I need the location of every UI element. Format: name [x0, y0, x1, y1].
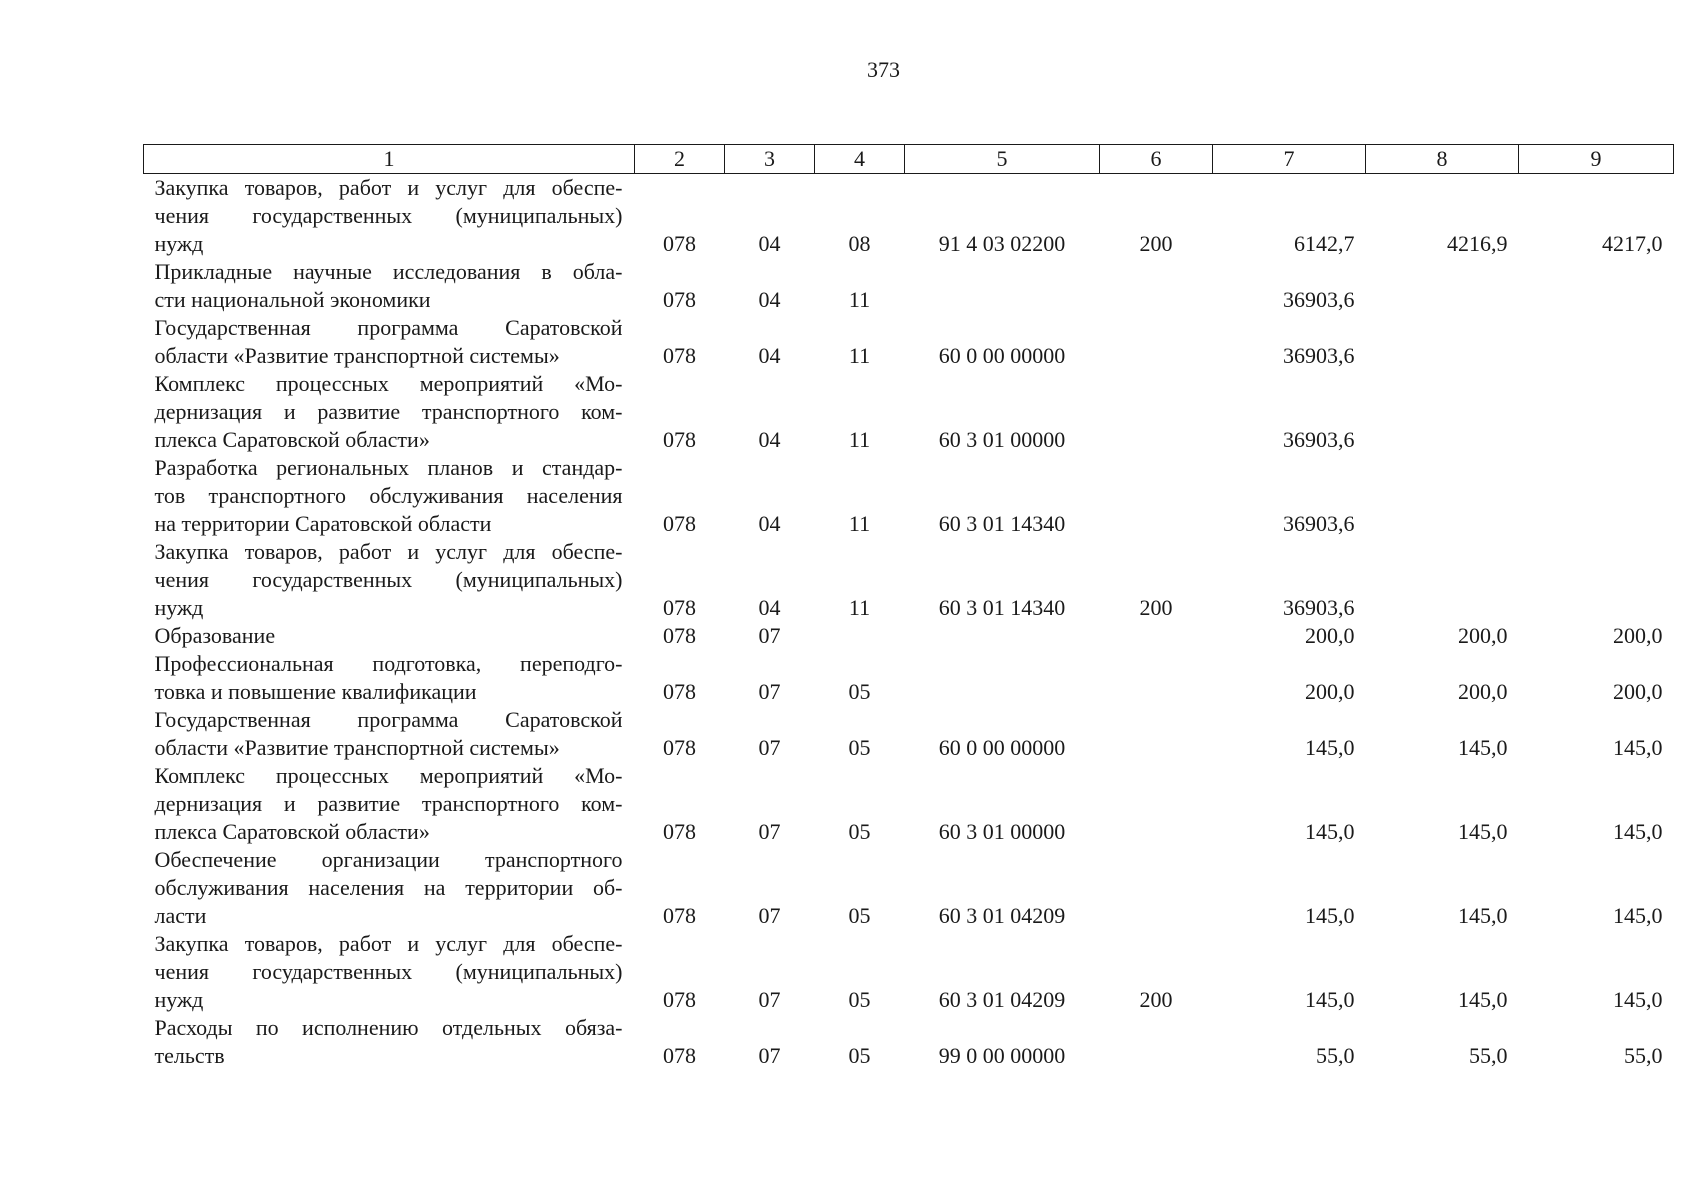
table-row [144, 846, 1674, 930]
row-name-line: Обеспечение организации транспортного [154, 847, 623, 872]
header-col-9: 9 [1519, 145, 1674, 174]
table-row [144, 370, 1674, 454]
row-amount-col8: 4216,9 [1447, 231, 1508, 256]
row-target-article: 60 3 01 00000 [938, 819, 1066, 844]
table-row [144, 930, 1674, 1014]
header-col-8: 8 [1366, 145, 1519, 174]
row-name [144, 650, 635, 706]
row-section-code: 07 [758, 819, 781, 844]
row-target-article: 60 3 01 14340 [938, 595, 1066, 620]
row-ministry-code: 078 [663, 595, 696, 620]
row-amount-col8 [1366, 314, 1519, 370]
row-amount-col9 [1519, 370, 1674, 454]
row-amount-col7: 200,0 [1305, 623, 1355, 648]
row-expense-type [1100, 370, 1213, 454]
row-name [144, 762, 635, 846]
header-col-2: 2 [635, 145, 725, 174]
row-ministry-code: 078 [663, 1043, 696, 1068]
row-name-line: Расходы по исполнению отдельных обяза- [154, 1015, 623, 1040]
row-ministry-code: 078 [663, 735, 696, 760]
row-subsection-code [815, 622, 905, 650]
row-name [144, 314, 635, 370]
header-row [144, 145, 1674, 174]
row-ministry-code: 078 [663, 427, 696, 452]
row-name-line: Образование [154, 623, 276, 648]
row-name-line: Государственная программа Саратовской [154, 707, 623, 732]
row-target-article: 60 3 01 04209 [938, 903, 1066, 928]
row-name-line: Закупка товаров, работ и услуг для обеспе- [154, 931, 623, 956]
row-amount-col7: 145,0 [1305, 819, 1355, 844]
row-amount-col8 [1366, 258, 1519, 314]
row-subsection-code: 05 [848, 1043, 871, 1068]
row-name-line: Комплекс процессных мероприятий «Мо- [154, 371, 623, 396]
row-ministry-code: 078 [663, 343, 696, 368]
header-col-6: 6 [1100, 145, 1213, 174]
row-name-line: тов транспортного обслуживания населения [154, 483, 623, 508]
row-name [144, 706, 635, 762]
row-name-line: дернизация и развитие транспортного ком- [154, 399, 623, 424]
row-amount-col8 [1366, 454, 1519, 538]
row-amount-col7: 36903,6 [1283, 343, 1355, 368]
row-name-line: плекса Саратовской области» [154, 819, 430, 844]
row-subsection-code: 11 [848, 427, 871, 452]
row-ministry-code: 078 [663, 287, 696, 312]
row-section-code: 07 [758, 735, 781, 760]
row-target-article: 60 3 01 00000 [938, 427, 1066, 452]
row-name-line: дернизация и развитие транспортного ком- [154, 791, 623, 816]
table-row [144, 258, 1674, 314]
row-name-line: чения государственных (муниципальных) [154, 567, 623, 592]
row-target-article: 60 0 00 00000 [938, 735, 1066, 760]
header-col-4: 4 [815, 145, 905, 174]
row-amount-col9: 145,0 [1613, 819, 1663, 844]
row-name-line: нужд [154, 231, 204, 256]
row-name [144, 846, 635, 930]
row-ministry-code: 078 [663, 903, 696, 928]
row-section-code: 04 [758, 287, 781, 312]
row-amount-col7: 6142,7 [1294, 231, 1355, 256]
row-expense-type [1100, 622, 1213, 650]
row-name-line: Разработка региональных планов и стандар- [154, 455, 623, 480]
row-target-article [905, 258, 1100, 314]
header-col-1: 1 [144, 145, 635, 174]
row-target-article [905, 650, 1100, 706]
row-amount-col7: 145,0 [1305, 903, 1355, 928]
row-name-line: тельств [154, 1043, 225, 1068]
row-name-line: Закупка товаров, работ и услуг для обеспе- [154, 175, 623, 200]
row-amount-col7: 36903,6 [1283, 287, 1355, 312]
table-row [144, 650, 1674, 706]
row-amount-col7: 55,0 [1316, 1043, 1355, 1068]
row-section-code: 07 [758, 987, 781, 1012]
row-subsection-code: 11 [848, 287, 871, 312]
table-row [144, 538, 1674, 622]
row-name [144, 174, 635, 259]
table-row [144, 1014, 1674, 1070]
row-amount-col8: 145,0 [1458, 987, 1508, 1012]
row-section-code: 04 [758, 595, 781, 620]
row-target-article: 60 3 01 14340 [938, 511, 1066, 536]
row-name-line: сти национальной экономики [154, 287, 431, 312]
table-row [144, 622, 1674, 650]
row-name-line: обслуживания населения на территории об- [154, 875, 623, 900]
row-ministry-code: 078 [663, 511, 696, 536]
row-amount-col9: 55,0 [1624, 1043, 1663, 1068]
row-amount-col8: 145,0 [1458, 903, 1508, 928]
row-amount-col9 [1519, 538, 1674, 622]
page-number: 373 [867, 57, 900, 82]
table-row [144, 762, 1674, 846]
row-subsection-code: 05 [848, 903, 871, 928]
row-section-code: 07 [758, 1043, 781, 1068]
row-ministry-code: 078 [663, 819, 696, 844]
row-target-article: 91 4 03 02200 [938, 231, 1066, 256]
row-name-line: плекса Саратовской области» [154, 427, 430, 452]
row-expense-type [1100, 454, 1213, 538]
row-target-article [905, 622, 1100, 650]
row-section-code: 07 [758, 679, 781, 704]
table-row [144, 314, 1674, 370]
row-expense-type: 200 [1139, 231, 1173, 256]
row-expense-type [1100, 762, 1213, 846]
row-amount-col8: 200,0 [1458, 623, 1508, 648]
row-name-line: чения государственных (муниципальных) [154, 203, 623, 228]
row-amount-col7: 36903,6 [1283, 511, 1355, 536]
row-target-article: 99 0 00 00000 [938, 1043, 1066, 1068]
row-amount-col8: 200,0 [1458, 679, 1508, 704]
row-amount-col9 [1519, 454, 1674, 538]
row-name-line: области «Развитие транспортной системы» [154, 343, 560, 368]
row-subsection-code: 11 [848, 595, 871, 620]
row-expense-type: 200 [1139, 987, 1173, 1012]
row-amount-col8: 145,0 [1458, 735, 1508, 760]
row-name-line: нужд [154, 595, 204, 620]
row-subsection-code: 05 [848, 679, 871, 704]
row-ministry-code: 078 [663, 987, 696, 1012]
header-col-3: 3 [725, 145, 815, 174]
row-expense-type [1100, 1014, 1213, 1070]
row-name-line: на территории Саратовской области [154, 511, 492, 536]
row-expense-type [1100, 258, 1213, 314]
row-name-line: Закупка товаров, работ и услуг для обеспе- [154, 539, 623, 564]
row-amount-col9: 145,0 [1613, 735, 1663, 760]
row-section-code: 07 [758, 623, 781, 648]
row-name-line: Государственная программа Саратовской [154, 315, 623, 340]
row-expense-type [1100, 650, 1213, 706]
row-name-line: Комплекс процессных мероприятий «Мо- [154, 763, 623, 788]
row-amount-col7: 36903,6 [1283, 595, 1355, 620]
row-subsection-code: 11 [848, 511, 871, 536]
row-amount-col9: 145,0 [1613, 987, 1663, 1012]
row-amount-col8: 145,0 [1458, 819, 1508, 844]
row-subsection-code: 05 [848, 819, 871, 844]
row-ministry-code: 078 [663, 623, 696, 648]
row-name-line: Профессиональная подготовка, переподго- [154, 651, 623, 676]
table-header [144, 145, 1674, 174]
row-name-line: Прикладные научные исследования в обла- [154, 259, 623, 284]
row-amount-col8 [1366, 538, 1519, 622]
table-row [144, 174, 1674, 259]
row-name [144, 622, 635, 650]
row-name-line: товка и повышение квалификации [154, 679, 477, 704]
row-name [144, 454, 635, 538]
header-col-5: 5 [905, 145, 1100, 174]
row-section-code: 04 [758, 427, 781, 452]
row-amount-col7: 36903,6 [1283, 427, 1355, 452]
row-name [144, 538, 635, 622]
row-name [144, 370, 635, 454]
row-expense-type [1100, 846, 1213, 930]
row-ministry-code: 078 [663, 679, 696, 704]
row-amount-col9: 200,0 [1613, 679, 1663, 704]
row-subsection-code: 05 [848, 987, 871, 1012]
row-name [144, 930, 635, 1014]
row-amount-col9 [1519, 314, 1674, 370]
table-row [144, 454, 1674, 538]
table-row [144, 706, 1674, 762]
row-section-code: 04 [758, 511, 781, 536]
row-section-code: 04 [758, 231, 781, 256]
row-ministry-code: 078 [663, 231, 696, 256]
row-expense-type [1100, 314, 1213, 370]
budget-table [143, 144, 1674, 1070]
row-target-article: 60 3 01 04209 [938, 987, 1066, 1012]
row-subsection-code: 05 [848, 735, 871, 760]
row-name-line: области «Развитие транспортной системы» [154, 735, 560, 760]
row-amount-col8: 55,0 [1469, 1043, 1508, 1068]
row-section-code: 04 [758, 343, 781, 368]
row-amount-col8 [1366, 370, 1519, 454]
row-amount-col9: 200,0 [1613, 623, 1663, 648]
row-amount-col7: 145,0 [1305, 987, 1355, 1012]
row-amount-col9: 4217,0 [1602, 231, 1663, 256]
header-col-7: 7 [1213, 145, 1366, 174]
row-amount-col7: 200,0 [1305, 679, 1355, 704]
row-subsection-code: 11 [848, 343, 871, 368]
row-amount-col9 [1519, 258, 1674, 314]
row-section-code: 07 [758, 903, 781, 928]
row-subsection-code: 08 [848, 231, 871, 256]
row-name-line: ласти [154, 903, 207, 928]
row-expense-type [1100, 706, 1213, 762]
table-body [144, 174, 1674, 1071]
row-name-line: нужд [154, 987, 204, 1012]
row-target-article: 60 0 00 00000 [938, 343, 1066, 368]
row-amount-col7: 145,0 [1305, 735, 1355, 760]
row-name [144, 258, 635, 314]
row-expense-type: 200 [1139, 595, 1173, 620]
row-amount-col9: 145,0 [1613, 903, 1663, 928]
row-name [144, 1014, 635, 1070]
row-name-line: чения государственных (муниципальных) [154, 959, 623, 984]
